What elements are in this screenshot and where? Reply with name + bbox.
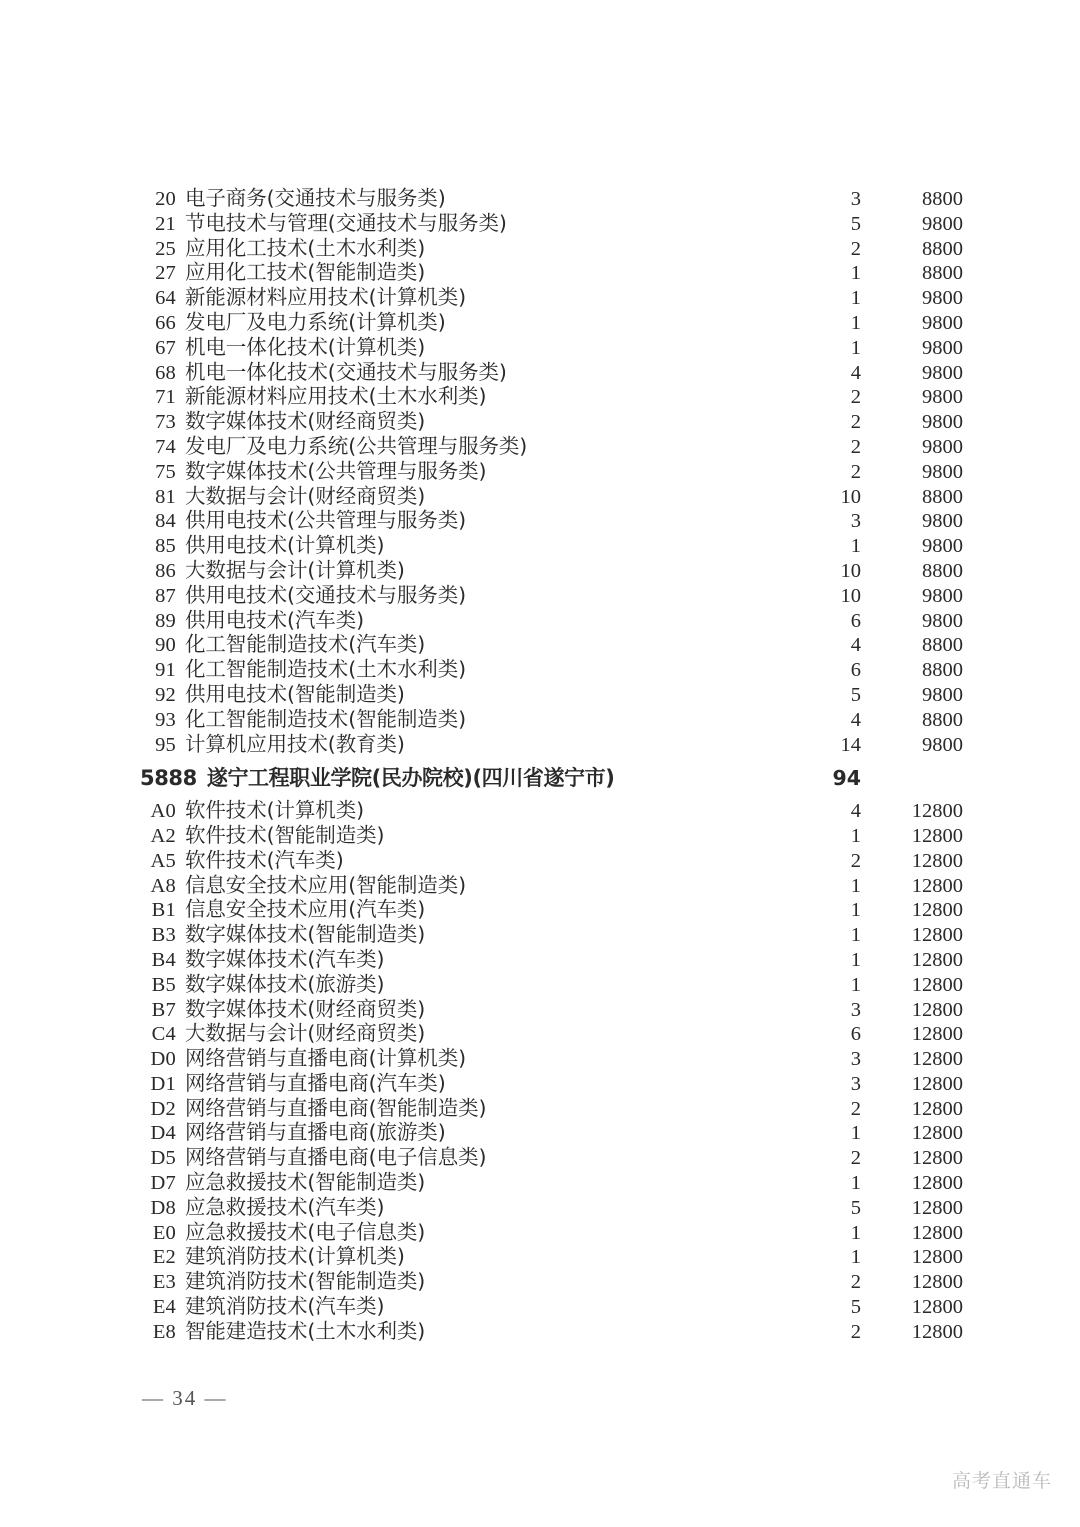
program-code: 74 (155, 435, 176, 458)
program-fee: 9800 (922, 683, 963, 706)
program-code: 25 (155, 237, 176, 260)
program-count: 1 (850, 1122, 861, 1145)
program-name: 软件技术(智能制造类) (185, 822, 385, 847)
program-name: 供用电技术(智能制造类) (185, 681, 405, 706)
program-fee: 9800 (922, 411, 963, 434)
program-code: E8 (152, 1320, 176, 1343)
program-name: 供用电技术(汽车类) (185, 607, 364, 632)
program-name: 新能源材料应用技术(计算机类) (185, 285, 466, 310)
program-name: 应用化工技术(土木水利类) (185, 235, 426, 260)
program-fee: 8800 (922, 485, 963, 508)
program-count: 3 (850, 1048, 861, 1071)
program-name: 化工智能制造技术(土木水利类) (185, 657, 466, 682)
program-fee: 12800 (911, 824, 963, 847)
program-code: 90 (155, 634, 176, 657)
program-count: 1 (850, 874, 861, 897)
program-count: 2 (850, 237, 861, 260)
program-fee: 12800 (911, 1271, 963, 1294)
program-code: 84 (155, 510, 176, 533)
program-code: D5 (150, 1147, 176, 1170)
program-fee: 9800 (922, 361, 963, 384)
program-count: 2 (850, 435, 861, 458)
program-count: 1 (850, 899, 861, 922)
program-fee: 9800 (922, 212, 963, 235)
program-fee: 12800 (911, 899, 963, 922)
program-count: 1 (850, 311, 861, 334)
program-fee: 12800 (911, 1097, 963, 1120)
program-fee: 12800 (911, 1048, 963, 1071)
program-name: 信息安全技术应用(智能制造类) (185, 872, 466, 897)
program-fee: 9800 (922, 733, 963, 756)
program-code: E2 (152, 1246, 176, 1269)
program-code: D8 (150, 1196, 176, 1219)
program-code: C4 (151, 1023, 176, 1046)
page-number: — 34 — (142, 1386, 228, 1410)
program-count: 14 (840, 733, 861, 756)
program-count: 3 (850, 1072, 861, 1095)
program-fee: 12800 (911, 849, 963, 872)
program-count: 2 (850, 1320, 861, 1343)
school-program-list (0, 793, 1080, 1343)
table-row (0, 793, 1080, 823)
program-name: 机电一体化技术(计算机类) (185, 334, 426, 359)
program-code: 87 (155, 584, 176, 607)
program-count: 2 (850, 411, 861, 434)
program-count: 1 (850, 973, 861, 996)
program-fee: 12800 (911, 948, 963, 971)
program-fee: 8800 (922, 237, 963, 260)
program-name: 电子商务(交通技术与服务类) (185, 186, 446, 210)
program-name: 建筑消防技术(智能制造类) (185, 1269, 426, 1294)
program-count: 5 (850, 1196, 861, 1219)
program-name: 供用电技术(计算机类) (185, 533, 385, 558)
program-code: 91 (155, 659, 176, 682)
program-name: 大数据与会计(财经商贸类) (185, 483, 426, 508)
program-count: 10 (840, 559, 861, 582)
program-name: 发电厂及电力系统(公共管理与服务类) (185, 433, 528, 458)
program-count: 1 (850, 262, 861, 285)
school-name: 遂宁工程职业学院(民办院校)(四川省遂宁市) (206, 766, 615, 791)
program-name: 计算机应用技术(教育类) (185, 731, 405, 756)
school-total-count: 94 (832, 766, 861, 791)
program-code: 81 (155, 485, 176, 508)
program-fee: 9800 (922, 460, 963, 483)
program-fee: 9800 (922, 609, 963, 632)
program-fee: 9800 (922, 435, 963, 458)
program-count: 10 (840, 485, 861, 508)
program-code: 92 (155, 683, 176, 706)
program-count: 1 (850, 287, 861, 310)
program-name: 新能源材料应用技术(土木水利类) (185, 384, 487, 409)
program-fee: 8800 (922, 188, 963, 210)
program-code: 68 (155, 361, 176, 384)
program-name: 信息安全技术应用(汽车类) (185, 897, 426, 922)
program-count: 1 (850, 1172, 861, 1195)
program-count: 2 (850, 1271, 861, 1294)
program-fee: 12800 (911, 1246, 963, 1269)
program-fee: 9800 (922, 311, 963, 334)
program-count: 1 (850, 535, 861, 558)
program-fee: 8800 (922, 634, 963, 657)
program-code: 71 (155, 386, 176, 409)
program-count: 1 (850, 924, 861, 947)
program-count: 6 (850, 609, 861, 632)
program-code: D4 (150, 1122, 176, 1145)
program-count: 4 (850, 361, 861, 384)
program-count: 2 (850, 386, 861, 409)
program-code: A2 (150, 824, 176, 847)
program-name: 大数据与会计(计算机类) (185, 557, 405, 582)
program-name: 化工智能制造技术(汽车类) (185, 632, 426, 657)
program-fee: 12800 (911, 1023, 963, 1046)
program-fee: 12800 (911, 1122, 963, 1145)
program-code: 95 (155, 733, 176, 756)
watermark-label: 高考直通车 (951, 1470, 1052, 1492)
program-fee: 9800 (922, 386, 963, 409)
program-fee: 8800 (922, 708, 963, 731)
program-name: 应急救援技术(汽车类) (185, 1194, 385, 1219)
program-code: E4 (152, 1296, 176, 1319)
program-fee: 9800 (922, 535, 963, 558)
program-code: D1 (150, 1072, 176, 1095)
program-fee: 12800 (911, 973, 963, 996)
program-name: 建筑消防技术(计算机类) (185, 1244, 405, 1269)
school-header-label (140, 762, 805, 792)
program-code: B4 (151, 948, 176, 971)
program-code: A0 (150, 800, 176, 823)
program-code: 64 (155, 287, 176, 310)
program-count: 4 (850, 708, 861, 731)
program-count: 5 (850, 683, 861, 706)
program-code: 89 (155, 609, 176, 632)
program-code: B1 (151, 899, 176, 922)
program-name: 发电厂及电力系统(计算机类) (185, 309, 446, 334)
program-code: 20 (155, 188, 176, 210)
program-name: 数字媒体技术(财经商贸类) (185, 409, 426, 434)
program-code: 75 (155, 460, 176, 483)
program-count: 2 (850, 1147, 861, 1170)
program-code: 67 (155, 336, 176, 359)
continued-program-list (0, 181, 1080, 756)
program-code: 66 (155, 311, 176, 334)
school-header-row (0, 762, 1080, 791)
program-count: 1 (850, 1246, 861, 1269)
program-fee: 8800 (922, 262, 963, 285)
program-name: 供用电技术(交通技术与服务类) (185, 582, 466, 607)
program-fee: 12800 (911, 1172, 963, 1195)
program-count: 1 (850, 336, 861, 359)
program-name: 智能建造技术(土木水利类) (185, 1318, 426, 1343)
program-code: D7 (150, 1172, 176, 1195)
program-name: 数字媒体技术(公共管理与服务类) (185, 458, 487, 483)
program-name: 化工智能制造技术(智能制造类) (185, 706, 466, 731)
program-code: E3 (152, 1271, 176, 1294)
program-code: E0 (152, 1221, 176, 1244)
program-name: 应急救援技术(电子信息类) (185, 1219, 426, 1244)
plan-table (0, 181, 1080, 1343)
program-name: 网络营销与直播电商(汽车类) (185, 1070, 446, 1095)
program-code: 27 (155, 262, 176, 285)
program-name: 应用化工技术(智能制造类) (185, 260, 426, 285)
program-fee: 12800 (911, 1221, 963, 1244)
program-code: D0 (150, 1048, 176, 1071)
program-count: 2 (850, 1097, 861, 1120)
program-count: 3 (850, 998, 861, 1021)
program-count: 6 (850, 1023, 861, 1046)
program-count: 2 (850, 460, 861, 483)
program-count: 10 (840, 584, 861, 607)
program-name: 机电一体化技术(交通技术与服务类) (185, 359, 507, 384)
program-name: 数字媒体技术(汽车类) (185, 946, 385, 971)
program-count: 6 (850, 659, 861, 682)
program-fee: 9800 (922, 336, 963, 359)
program-name: 数字媒体技术(智能制造类) (185, 922, 426, 947)
program-name: 网络营销与直播电商(电子信息类) (185, 1145, 487, 1170)
program-count: 3 (850, 510, 861, 533)
program-name: 建筑消防技术(汽车类) (185, 1294, 385, 1319)
program-code: D2 (150, 1097, 176, 1120)
program-fee: 8800 (922, 659, 963, 682)
program-fee: 12800 (911, 1320, 963, 1343)
program-name: 软件技术(汽车类) (185, 847, 344, 872)
program-count: 4 (850, 634, 861, 657)
program-fee: 9800 (922, 584, 963, 607)
program-fee: 12800 (911, 1196, 963, 1219)
program-count: 2 (850, 849, 861, 872)
program-count: 4 (850, 800, 861, 823)
program-fee: 12800 (911, 1296, 963, 1319)
program-code: 86 (155, 559, 176, 582)
program-fee: 12800 (911, 874, 963, 897)
program-code: B7 (151, 998, 176, 1021)
program-name: 节电技术与管理(交通技术与服务类) (185, 210, 507, 235)
program-code: 73 (155, 411, 176, 434)
program-count: 1 (850, 948, 861, 971)
program-code: B5 (151, 973, 176, 996)
program-name: 网络营销与直播电商(旅游类) (185, 1120, 446, 1145)
program-code: 93 (155, 708, 176, 731)
program-fee: 8800 (922, 559, 963, 582)
program-fee: 12800 (911, 800, 963, 823)
program-count: 3 (850, 188, 861, 210)
program-fee: 12800 (911, 998, 963, 1021)
program-fee: 12800 (911, 1072, 963, 1095)
program-name: 供用电技术(公共管理与服务类) (185, 508, 466, 533)
school-code: 5888 (140, 766, 197, 791)
program-fee: 9800 (922, 510, 963, 533)
program-name: 数字媒体技术(财经商贸类) (185, 996, 426, 1021)
program-name: 网络营销与直播电商(计算机类) (185, 1046, 466, 1071)
program-code: A5 (150, 849, 176, 872)
program-count: 1 (850, 824, 861, 847)
program-code: B3 (151, 924, 176, 947)
program-count: 1 (850, 1221, 861, 1244)
table-row (0, 181, 1080, 210)
program-fee: 12800 (911, 1147, 963, 1170)
program-name: 大数据与会计(财经商贸类) (185, 1021, 426, 1046)
program-name: 应急救援技术(智能制造类) (185, 1170, 426, 1195)
program-fee: 9800 (922, 287, 963, 310)
program-name: 网络营销与直播电商(智能制造类) (185, 1095, 487, 1120)
program-name: 数字媒体技术(旅游类) (185, 971, 385, 996)
program-fee: 12800 (911, 924, 963, 947)
program-count: 5 (850, 212, 861, 235)
program-code: 85 (155, 535, 176, 558)
program-name: 软件技术(计算机类) (185, 798, 364, 823)
program-count: 5 (850, 1296, 861, 1319)
program-code: 21 (155, 212, 176, 235)
program-code: A8 (150, 874, 176, 897)
